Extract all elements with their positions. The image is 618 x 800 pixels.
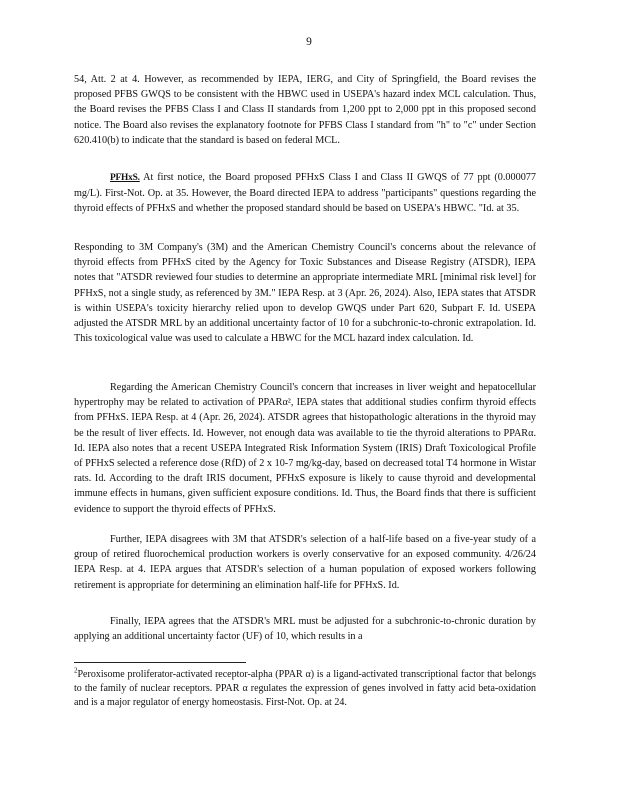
paragraph-liver-concern: Regarding the American Chemistry Council's concern that increases in liver weight and hepatocellular hypertrophy may be related to activation of PPARα², IEPA states that additional studies confirm thyroid effects from PFHxS. IEPA Resp. at 4 (Apr. 26, 2024). ATSDR agrees that histopathologic alterations in the thyroid may be the result of liver effects. Id. However, not enough data was available to tie the thyroid alterations to PPARα. Id. IEPA also notes that a recent USEPA Integrated Risk Information System (IRIS) Draft Toxicological Profile of PFHxS selected a reference dose (RfD) of 2 x 10-7 mg/kg-day, based on decreased total T4 hormone in Wistar rats. Id. According to the draft IRIS document, PFHxS exposure is likely to cause thyroid and developmental immune effects in humans, given sufficient exposure conditions. Id. Thus, the Board finds that there is sufficient evidence to support the thyroid effects of PFHxS. — [74, 382, 536, 515]
footnote — [74, 668, 536, 709]
paragraph-half-life: Further, IEPA disagrees with 3M that ATSDR's selection of a half-life based on a five-year study of a group of retired fluorochemical production workers is overly conservative for an exposed community. 4/26/24 IEPA Resp. at 4. IEPA argues that ATSDR's selection of a human population of exposed workers following retirement is appropriate for determining an elimination half-life for PFHxS. Id. — [74, 534, 536, 591]
footnote-marker: 2 — [74, 666, 78, 675]
paragraph-pfhxs-intro — [74, 170, 536, 217]
pfhxs-heading: PFHxS. — [110, 173, 140, 183]
paragraph-atsdr-response: Responding to 3M Company's (3M) and the American Chemistry Council's concerns about the relevance of thyroid effects from PFHxS cited by the Agency for Toxic Substances and Disease Registry (ATSDR), IEPA notes that "ATSDR reviewed four studies to determine an appropriate intermediate MRL [minimal risk level] for PFHxS, not a single study, as referenced by 3M." IEPA Resp. at 3 (Apr. 26, 2024). Also, IEPA states that ATSDR is within USEPA's toxicity hierarchy relied upon to develop GWQS under Part 620, Subpart F. Id. USEPA adjusted the ATSDR MRL by an additional uncertainty factor of 10 for a subchronic-to-chronic extrapolation. Id. This toxicological value was used to calculate a HBWC for the MCL hazard index calculation. Id. — [74, 242, 536, 345]
paragraph-pfbs-continuation: 54, Att. 2 at 4. However, as recommended by IEPA, IERG, and City of Springfield, the Board revises the proposed PFBS GWQS to be consistent with the HBWC used in USEPA's hazard index MCL calculation. Thus, the Board revises the PFBS Class I and Class II standards from 1,200 ppt to 2,000 ppt in this proposed second notice. The Board also revises the explanatory footnote for PFBS Class I standard from "h" to "c" under Section 620.410(b) to indicate that the standard is based on federal MCL. — [74, 74, 536, 146]
page-number: 9 — [306, 36, 312, 48]
footnote-separator — [74, 662, 246, 663]
pfhxs-intro-text: At first notice, the Board proposed PFHxS Class I and Class II GWQS of 77 ppt (0.000077 mg/L). First-Not. Op. at 35. However, the Board directed IEPA to address "participants" questions regarding the thyroid effects of PFHxS and whether the proposed standard should be based on USEPA's HBWC. "Id. at 35. — [74, 172, 536, 215]
paragraph-uncertainty-factor: Finally, IEPA agrees that the ATSDR's MRL must be adjusted for a subchronic-to-chronic duration by applying an additional uncertainty factor (UF) of 10, which results in a — [74, 616, 536, 643]
footnote-text: Peroxisome proliferator-activated receptor-alpha (PPAR α) is a ligand-activated transcriptional factor that belongs to the family of nuclear receptors. PPAR α regulates the expression of genes involved in fatty acid beta-oxidation and is a major regulator of energy homeostasis. First-Not. Op. at 24. — [74, 669, 536, 708]
